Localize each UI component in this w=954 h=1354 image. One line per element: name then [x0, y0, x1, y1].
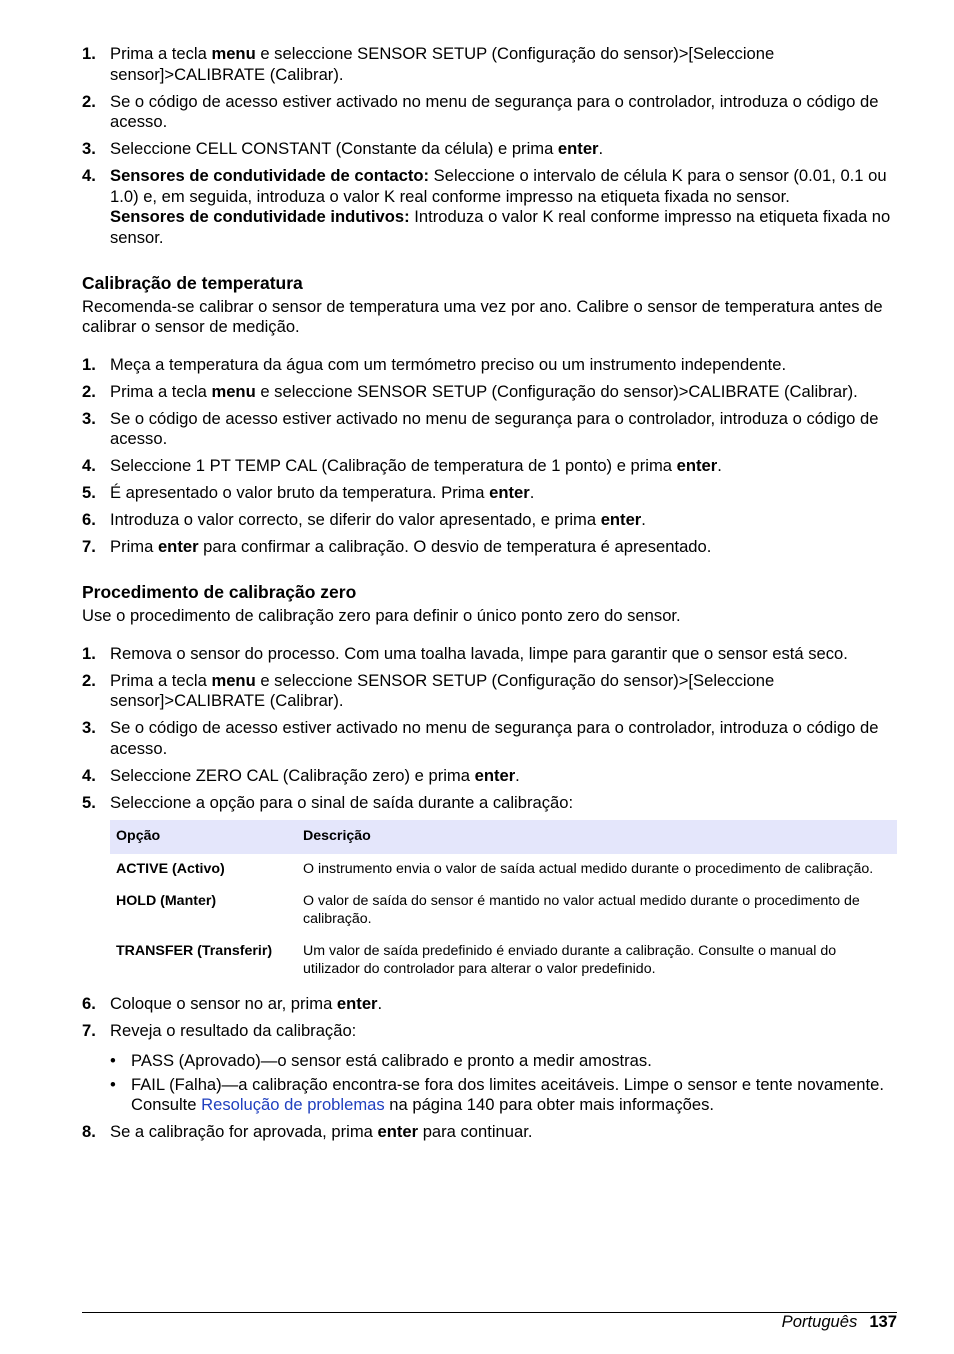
text-run: Prima a tecla: [110, 670, 212, 690]
section-intro-temperature: Recomenda-se calibrar o sensor de temperatura uma vez por ano. Calibre o sensor de temperatura antes de calibrar o sensor de medição.: [82, 296, 883, 336]
steps-list-contact: [82, 44, 897, 248]
step-item: [82, 44, 897, 85]
step-item: [82, 1021, 897, 1042]
step-number: 2.: [82, 91, 96, 111]
step-number: 1.: [82, 44, 96, 63]
step-number: 4.: [82, 166, 96, 185]
step-number: 3.: [82, 408, 96, 428]
emphasis-text: menu: [211, 44, 256, 63]
step-item: [82, 139, 897, 160]
cross-reference-link[interactable]: Resolução de problemas: [201, 1095, 385, 1114]
text-run: .: [529, 483, 535, 502]
text-run: PASS (Aprovado)—o sensor está calibrado e pronto a medir amostras.: [131, 1051, 652, 1070]
text-run: Se o código de acesso estiver activado no menu de segurança para o controlador, introduza o código de acesso.: [110, 91, 879, 131]
step-number: 3.: [82, 139, 96, 158]
step-item: [82, 355, 897, 376]
text-run: e seleccione SENSOR SETUP (Configuração do sensor)>[Seleccione sensor]>CALIBRATE (Calibrar).: [110, 670, 775, 710]
text-run: Remova o sensor do processo. Com uma toalha lavada, limpe para garantir que o sensor está seco.: [110, 643, 848, 663]
option-cell: HOLD (Manter): [116, 892, 217, 909]
text-run: É apresentado o valor bruto da temperatura. Prima: [110, 483, 490, 502]
text-run: na página 140 para obter mais informações.: [384, 1095, 714, 1114]
text-run: para confirmar a calibração. O desvio de temperatura é apresentado.: [198, 537, 712, 556]
option-cell: TRANSFER (Transferir): [116, 942, 273, 959]
step-number: 2.: [82, 381, 96, 401]
steps-list-zero-b: [82, 994, 897, 1042]
emphasis-text: enter: [157, 537, 199, 556]
emphasis-text: enter: [600, 510, 642, 529]
options-table-header: [110, 820, 897, 854]
step-number: 8.: [82, 1121, 96, 1141]
step-item: [82, 671, 897, 712]
emphasis-text: enter: [557, 139, 599, 158]
emphasis-text: Sensores de condutividade de contacto:: [110, 166, 430, 185]
step-number: 5.: [82, 483, 96, 502]
emphasis-text: enter: [336, 993, 378, 1013]
section-intro-zero: Use o procedimento de calibração zero para definir o único ponto zero do sensor.: [82, 606, 681, 625]
step-number: 4.: [82, 765, 96, 785]
step-number: 7.: [82, 1020, 96, 1040]
text-run: Prima: [110, 537, 158, 556]
step-item: [82, 1122, 897, 1143]
text-run: .: [377, 993, 383, 1013]
bullet-item: [110, 1051, 897, 1072]
step-item: [82, 456, 897, 477]
page-footer: [782, 1312, 897, 1332]
description-cell: O valor de saída do sensor é mantido no valor actual medido durante o procedimento de calibração.: [303, 892, 860, 927]
emphasis-text: enter: [377, 1121, 419, 1141]
text-run: Introduza o valor correcto, se diferir do valor apresentado, e prima: [110, 510, 601, 529]
bullet-icon: •: [110, 1051, 116, 1070]
emphasis-text: Sensores de condutividade indutivos:: [110, 207, 410, 226]
text-run: Prima a tecla: [110, 44, 212, 63]
step-item: [82, 994, 897, 1015]
step-item: [82, 644, 897, 665]
text-run: Seleccione a opção para o sinal de saída durante a calibração:: [110, 792, 574, 812]
step-number: 2.: [82, 670, 96, 690]
table-row: [110, 886, 897, 936]
step-item: [82, 510, 897, 531]
text-run: Se a calibração for aprovada, prima: [110, 1121, 378, 1141]
text-run: Seleccione o intervalo de célula K para o sensor (0.01, 0.1 ou 1.0) e, em seguida, introduza o valor K real conforme impresso na etiqueta fixada no sensor.: [110, 166, 887, 206]
step-number: 5.: [82, 792, 96, 812]
document-page: [82, 44, 897, 1149]
footer-divider: [82, 1312, 897, 1313]
step-item: [82, 718, 897, 759]
text-run: Se o código de acesso estiver activado no menu de segurança para o controlador, introduza o código de acesso.: [110, 408, 879, 448]
text-run: para continuar.: [418, 1121, 533, 1141]
step-item: [82, 483, 897, 504]
text-run: .: [598, 139, 604, 158]
step-number: 4.: [82, 456, 96, 475]
step-item: [82, 382, 897, 403]
step-number: 6.: [82, 510, 96, 529]
description-cell: Um valor de saída predefinido é enviado durante a calibração. Consulte o manual do utilizador do controlador para alterar o valor predefinido.: [303, 942, 837, 977]
text-run: Meça a temperatura da água com um termómetro preciso ou um instrumento independente.: [110, 354, 787, 374]
text-run: Seleccione CELL CONSTANT (Constante da célula) e prima: [110, 139, 558, 158]
options-table: [110, 820, 897, 986]
step-number: 1.: [82, 643, 96, 663]
column-header-description: Descrição: [297, 820, 897, 854]
text-run: .: [641, 510, 646, 529]
step-item: [82, 166, 897, 248]
text-run: Seleccione 1 PT TEMP CAL (Calibração de temperatura de 1 ponto) e prima: [110, 456, 677, 475]
step-item: [82, 409, 897, 450]
text-run: Introduza o valor K real conforme impresso na etiqueta fixada no sensor.: [110, 207, 891, 247]
table-row: [110, 936, 897, 986]
step-number: 7.: [82, 537, 96, 556]
text-run: Coloque o sensor no ar, prima: [110, 993, 337, 1013]
steps-list-zero-c: [82, 1122, 897, 1143]
emphasis-text: enter: [474, 765, 516, 785]
text-run: .: [717, 456, 722, 475]
text-run: e seleccione SENSOR SETUP (Configuração do sensor)>[Seleccione sensor]>CALIBRATE (Calibrar).: [110, 44, 775, 84]
section-heading-temperature: Calibração de temperatura: [82, 272, 303, 293]
column-header-option: Opção: [110, 820, 297, 854]
step-number: 3.: [82, 718, 96, 737]
step-number: 1.: [82, 354, 96, 374]
text-run: Se o código de acesso estiver activado no menu de segurança para o controlador, introduza o código de acesso.: [110, 718, 879, 758]
steps-list-zero-a: [82, 644, 897, 814]
result-bullets: [110, 1051, 897, 1116]
section-heading-zero: Procedimento de calibração zero: [82, 582, 357, 602]
emphasis-text: menu: [211, 381, 256, 401]
footer-language: Português: [781, 1312, 858, 1331]
description-cell: O instrumento envia o valor de saída actual medido durante o procedimento de calibração.: [303, 860, 874, 877]
text-run: e seleccione SENSOR SETUP (Configuração do sensor)>CALIBRATE (Calibrar).: [255, 381, 858, 401]
text-run: Reveja o resultado da calibração:: [110, 1020, 357, 1040]
text-run: .: [515, 765, 520, 785]
text-run: Prima a tecla: [110, 381, 212, 401]
step-item: [82, 537, 897, 558]
bullet-icon: •: [110, 1074, 116, 1094]
emphasis-text: enter: [489, 483, 530, 502]
option-cell: ACTIVE (Activo): [116, 860, 225, 877]
table-row: [110, 854, 897, 886]
step-item: [82, 92, 897, 133]
emphasis-text: enter: [676, 456, 718, 475]
step-number: 6.: [82, 993, 96, 1013]
step-item: [82, 793, 897, 814]
page-number: 137: [869, 1312, 897, 1331]
text-run: Seleccione ZERO CAL (Calibração zero) e prima: [110, 765, 475, 785]
emphasis-text: menu: [211, 670, 256, 690]
bullet-item: [110, 1075, 897, 1116]
step-item: [82, 766, 897, 787]
steps-list-temperature: [82, 355, 897, 558]
text-run: FAIL (Falha)—a calibração encontra-se fora dos limites aceitáveis. Limpe o sensor e tente novamente. Consulte: [131, 1074, 884, 1114]
